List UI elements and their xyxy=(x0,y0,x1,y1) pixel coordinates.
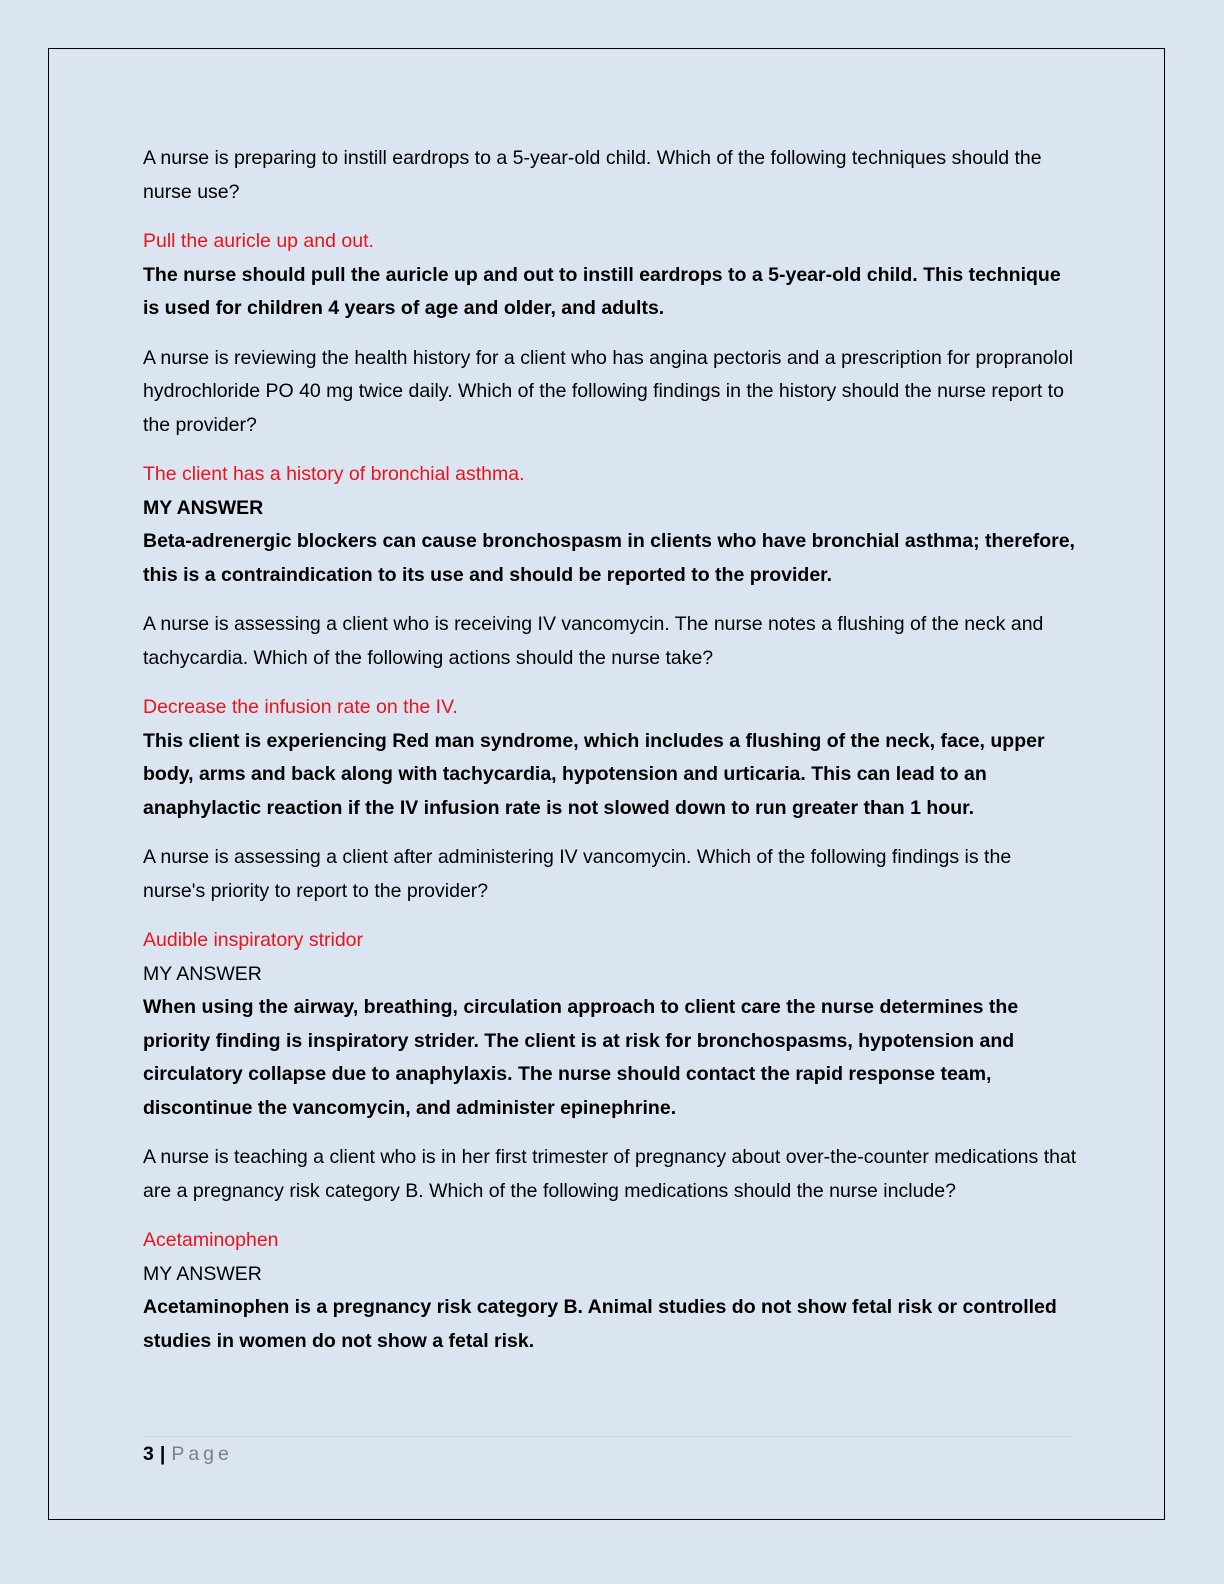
question-4: A nurse is assessing a client after administering IV vancomycin. Which of the following findings is the nurse's priority to report to the provider? xyxy=(143,846,1012,902)
correct-answer-1: Pull the auricle up and out. xyxy=(143,230,374,252)
footer-separator: | xyxy=(159,1443,166,1465)
answer-block-3 xyxy=(143,691,1078,825)
question-1: A nurse is preparing to instill eardrops to a 5-year-old child. Which of the following techniques should the nurse use? xyxy=(143,147,1042,203)
my-answer-label-2: MY ANSWER xyxy=(143,496,264,519)
question-5: A nurse is teaching a client who is in her first trimester of pregnancy about over-the-counter medications that are a pregnancy risk category B. Which of the following medications should the nurse include? xyxy=(143,1146,1077,1202)
rationale-1: The nurse should pull the auricle up and out to instill eardrops to a 5-year-old child. This technique is used for children 4 years of age and older, and adults. xyxy=(143,263,1061,319)
answer-block-4 xyxy=(143,924,1078,1125)
rationale-2: Beta-adrenergic blockers can cause bronchospasm in clients who have bronchial asthma; therefore, this is a contraindication to its use and should be reported to the provider. xyxy=(143,530,1075,586)
answer-block-5 xyxy=(143,1224,1078,1358)
footer-divider xyxy=(143,1436,1073,1437)
my-answer-label-5: MY ANSWER xyxy=(143,1262,262,1285)
correct-answer-3: Decrease the infusion rate on the IV. xyxy=(143,696,458,718)
correct-answer-5: Acetaminophen xyxy=(143,1229,279,1251)
page-footer xyxy=(143,1440,233,1468)
answer-block-1 xyxy=(143,225,1078,326)
answer-block-2 xyxy=(143,458,1078,592)
correct-answer-2: The client has a history of bronchial asthma. xyxy=(143,463,525,485)
rationale-5: Acetaminophen is a pregnancy risk category B. Animal studies do not show fetal risk or controlled studies in women do not show a fetal risk. xyxy=(143,1296,1057,1352)
question-3: A nurse is assessing a client who is receiving IV vancomycin. The nurse notes a flushing of the neck and tachycardia. Which of the following actions should the nurse take? xyxy=(143,613,1044,669)
correct-answer-4: Audible inspiratory stridor xyxy=(143,929,364,951)
rationale-3: This client is experiencing Red man syndrome, which includes a flushing of the neck, face, upper body, arms and back along with tachycardia, hypotension and urticaria. This can lead to an anaphylactic reaction if the IV infusion rate is not slowed down to run greater than 1 hour. xyxy=(143,729,1045,819)
my-answer-label-4: MY ANSWER xyxy=(143,962,262,985)
question-2: A nurse is reviewing the health history for a client who has angina pectoris and a prescription for propranolol hydrochloride PO 40 mg twice daily. Which of the following findings in the history should the nurse report to the provider? xyxy=(143,346,1074,436)
rationale-4: When using the airway, breathing, circulation approach to client care the nurse determines the priority finding is inspiratory strider. The client is at risk for bronchospasms, hypotension and circulatory collapse due to anaphylaxis. The nurse should contact the rapid response team, discontinue the vancomycin, and administer epinephrine. xyxy=(143,996,1019,1119)
page-number: 3 xyxy=(143,1443,154,1465)
page-label: Page xyxy=(171,1443,233,1465)
document-body xyxy=(143,142,1078,1374)
